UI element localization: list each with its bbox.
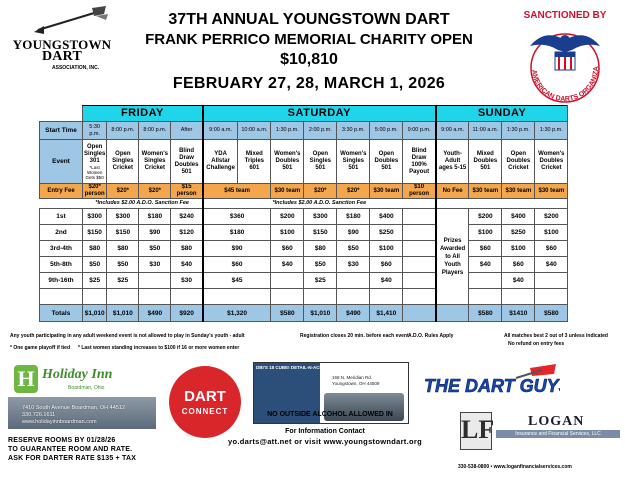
dart-guys-text: THE DART GUYS <box>424 376 560 396</box>
total-cell: $1,010 <box>83 305 107 322</box>
dbi-title: DBI'S 18 CUBE! DETAIL-N-ACCESSORIES & TRAILER REPAIR <box>256 365 389 370</box>
event-subtitle: FRANK PERRICO MEMORIAL CHARITY OPEN <box>145 31 473 48</box>
fee-cell: $20* person <box>83 184 107 199</box>
day-sunday: SUNDAY <box>436 106 568 122</box>
prize-cell <box>469 273 502 289</box>
totals-label: Totals <box>40 305 83 322</box>
time-cell: 1:30 p.m. <box>271 122 304 140</box>
prize-cell: $40 <box>502 273 535 289</box>
prize-cell: $50 <box>139 241 171 257</box>
ado-rules-note: A.D.O. Rules Apply <box>408 333 454 339</box>
prize-cell: $400 <box>370 209 403 225</box>
prize-cell: $150 <box>107 225 139 241</box>
prize-cell: $40 <box>370 273 403 289</box>
prize-row <box>40 209 568 225</box>
time-cell: 5:00 p.m. <box>370 122 403 140</box>
place-label: 3rd-4th <box>40 241 83 257</box>
place-label: 9th-16th <box>40 273 83 289</box>
tournament-schedule-table <box>39 105 568 322</box>
prize-cell: $100 <box>502 241 535 257</box>
fee-cell: $10 person <box>403 184 436 199</box>
event-cell: Open Doubles Cricket <box>502 140 535 184</box>
prize-cell: $40 <box>171 257 203 273</box>
fee-cell: $30 team <box>469 184 502 199</box>
prize-cell: $80 <box>304 241 337 257</box>
time-cell: 5:30 p.m. <box>83 122 107 140</box>
youth-prize-cell: Prizes Awarded to All Youth Players <box>436 209 469 305</box>
fee-cell: $20* <box>337 184 370 199</box>
prize-total: $10,810 <box>280 51 338 68</box>
time-cell: 3:30 p.m. <box>337 122 370 140</box>
prize-cell <box>337 273 370 289</box>
event-cell: Blind Draw Doubles 501 <box>171 140 203 184</box>
prize-cell: $30 <box>171 273 203 289</box>
prize-cell: $80 <box>107 241 139 257</box>
dbi-address <box>332 375 379 387</box>
total-cell: $1,320 <box>203 305 271 322</box>
logan-name: LOGAN <box>528 414 585 429</box>
prize-row <box>40 273 568 289</box>
event-cell: Women's Doubles Cricket <box>535 140 568 184</box>
prize-cell: $40 <box>271 257 304 273</box>
entry-fee-row <box>40 184 568 199</box>
info-contact-label: For Information Contact <box>285 428 365 435</box>
contact-details: yo.darts@att.net or visit www.youngstowndart.org <box>228 437 422 446</box>
entry-fee-label: Entry Fee <box>40 184 83 199</box>
prize-cell: $400 <box>502 209 535 225</box>
total-cell: $580 <box>271 305 304 322</box>
total-cell: $580 <box>535 305 568 322</box>
total-cell: $1,010 <box>107 305 139 322</box>
logan-contact: 330-538-0800 • www.loganfinancialservices.com <box>458 464 572 470</box>
fee-cell: No Fee <box>436 184 469 199</box>
logo-line-1: YOUNGSTOWN <box>12 37 112 52</box>
prize-cell: $250 <box>502 225 535 241</box>
time-cell: 2:00 p.m. <box>304 122 337 140</box>
reserve-rooms-text <box>8 436 136 463</box>
total-cell: $580 <box>469 305 502 322</box>
prize-cell: $90 <box>337 225 370 241</box>
sanctioned-by-label: SANCTIONED BY <box>523 10 607 21</box>
place-label: 1st <box>40 209 83 225</box>
holiday-inn-location: Boardman, Ohio <box>68 385 105 391</box>
event-title: 37TH ANNUAL YOUNGSTOWN DART <box>168 11 450 28</box>
event-cell: Women's Singles Cricket <box>139 140 171 184</box>
prize-cell: $60 <box>271 241 304 257</box>
dart-connect-word-1: DART <box>184 388 226 405</box>
fee-cell: $15 person <box>171 184 203 199</box>
prize-row <box>40 257 568 273</box>
event-cell: Mixed Triples 601 <box>238 140 271 184</box>
day-friday: FRIDAY <box>83 106 203 122</box>
best-of-note: All matches best 2 out of 3 unless indicated <box>504 333 608 339</box>
prize-cell: $300 <box>83 209 107 225</box>
sanction-note-saturday: *Includes $2.00 A.D.O. Sanction Fee <box>203 199 436 209</box>
event-cell: YDA Allstar Challenge <box>203 140 238 184</box>
dart-connect-word-2: CONNECT <box>181 407 229 416</box>
total-cell: $1410 <box>502 305 535 322</box>
registration-note: Registration closes 20 min. before each event <box>300 333 409 339</box>
logan-monogram-icon: LF <box>460 412 492 450</box>
fee-cell: $30 team <box>502 184 535 199</box>
prize-cell: $60 <box>502 257 535 273</box>
prize-cell <box>271 273 304 289</box>
event-name: Open Singles 301 <box>84 143 106 164</box>
youngstown-dart-logo <box>4 4 120 74</box>
reserve-line-3: ASK FOR DARTER RATE $135 + TAX <box>8 455 137 462</box>
total-cell: $490 <box>337 305 370 322</box>
fee-cell: $20* <box>304 184 337 199</box>
ado-ring-text: AMERICAN DARTS ORGANIZA <box>529 66 601 104</box>
time-cell: 9:00 p.m. <box>403 122 436 140</box>
fee-cell: $30 team <box>535 184 568 199</box>
event-note: *Last Women Gets $50 <box>85 164 104 180</box>
prize-cell: $200 <box>271 209 304 225</box>
playoff-note: * One game playoff if tied <box>10 345 71 351</box>
prize-cell: $360 <box>203 209 271 225</box>
event-cell: Blind Draw 100% Payout <box>403 140 436 184</box>
event-label: Event <box>40 140 83 184</box>
dart-guys-wordmark-icon <box>420 362 560 406</box>
total-cell: $920 <box>171 305 203 322</box>
prize-cell: $60 <box>203 257 271 273</box>
prize-cell: $80 <box>83 241 107 257</box>
prize-cell <box>535 273 568 289</box>
day-saturday: SATURDAY <box>203 106 436 122</box>
time-cell: 9:00 a.m. <box>203 122 238 140</box>
event-cell: Women's Doubles 501 <box>271 140 304 184</box>
no-alcohol-notice: NO OUTSIDE ALCOHOL ALLOWED IN <box>267 411 393 418</box>
event-cell: Women's Singles 501 <box>337 140 370 184</box>
fee-cell: $20* <box>139 184 171 199</box>
prize-cell: $50 <box>107 257 139 273</box>
place-label: 5th-8th <box>40 257 83 273</box>
fee-cell: $30 team <box>370 184 403 199</box>
holiday-inn-name: Holiday Inn <box>42 367 113 382</box>
prize-row <box>40 225 568 241</box>
prize-cell: $40 <box>535 257 568 273</box>
dbi-address-line-1: 168 N. Meridian Rd. <box>332 375 373 380</box>
dart-guys-logo <box>420 362 560 406</box>
spacer-row <box>40 289 568 305</box>
prize-cell: $120 <box>171 225 203 241</box>
prize-cell: $90 <box>203 241 271 257</box>
logo-line-2: DART <box>42 49 82 64</box>
prize-cell: $50 <box>337 241 370 257</box>
event-cell: Youth-Adult ages 5-15 <box>436 140 469 184</box>
totals-row <box>40 305 568 322</box>
event-cell: Open Singles Cricket <box>107 140 139 184</box>
time-cell: 1:30 p.m. <box>502 122 535 140</box>
no-refund-note: No refund on entry fees <box>508 341 565 347</box>
prize-cell: $180 <box>203 225 271 241</box>
prize-cell: $60 <box>370 257 403 273</box>
logo-subtitle: ASSOCIATION, INC. <box>52 65 100 71</box>
fee-cell: $30 team <box>271 184 304 199</box>
event-cell: Open Singles 501 <box>304 140 337 184</box>
ado-eagle-seal-icon <box>510 6 620 116</box>
total-cell: $1,410 <box>370 305 403 322</box>
prize-row <box>40 241 568 257</box>
prize-cell: $100 <box>271 225 304 241</box>
prize-cell: $180 <box>139 209 171 225</box>
prize-cell: $300 <box>304 209 337 225</box>
logan-subtitle: Insurance and Financial Services, LLC <box>496 430 620 438</box>
time-cell: 8:00 p.m. <box>139 122 171 140</box>
event-cell: Mixed Doubles 501 <box>469 140 502 184</box>
total-cell: $490 <box>139 305 171 322</box>
logan-insurance-ad <box>458 412 620 456</box>
ado-sanction-logo <box>510 6 620 116</box>
prize-cell: $100 <box>370 241 403 257</box>
prize-cell <box>139 273 171 289</box>
time-cell: 8:00 p.m. <box>107 122 139 140</box>
event-cell <box>83 140 107 184</box>
prize-cell: $240 <box>171 209 203 225</box>
reserve-line-1: RESERVE ROOMS BY 01/28/26 <box>8 437 116 444</box>
prize-cell: $200 <box>535 209 568 225</box>
prize-cell: $50 <box>83 257 107 273</box>
total-cell: $1,010 <box>304 305 337 322</box>
sanction-note-row <box>40 199 568 209</box>
start-time-label: Start Time <box>40 122 83 140</box>
prize-cell: $40 <box>469 257 502 273</box>
event-cell: Open Doubles 501 <box>370 140 403 184</box>
prize-cell: $100 <box>535 225 568 241</box>
prize-cell: $50 <box>304 257 337 273</box>
time-cell: 11:00 a.m. <box>469 122 502 140</box>
prize-cell: $80 <box>171 241 203 257</box>
prize-cell: $60 <box>469 241 502 257</box>
prize-cell: $25 <box>304 273 337 289</box>
prize-cell: $100 <box>469 225 502 241</box>
prize-cell: $60 <box>535 241 568 257</box>
prize-cell: $300 <box>107 209 139 225</box>
youth-rule-note: Any youth participating in any adult weekend event is not allowed to play in Sunday's youth - adult <box>10 333 245 339</box>
fee-cell: $45 team <box>203 184 271 199</box>
prize-cell: $90 <box>139 225 171 241</box>
prize-cell: $25 <box>83 273 107 289</box>
prize-cell: $45 <box>203 273 271 289</box>
prize-cell: $30 <box>139 257 171 273</box>
time-cell: After <box>171 122 203 140</box>
holiday-inn-contact <box>22 405 125 426</box>
holiday-inn-phone: 330.726.1611 <box>22 412 56 418</box>
reserve-line-2: TO GUARANTEE ROOM AND RATE. <box>8 446 133 453</box>
event-title-block <box>128 10 490 96</box>
event-dates: FEBRUARY 27, 28, MARCH 1, 2026 <box>172 75 446 92</box>
holiday-inn-address: 7410 South Avenue Boardman, OH 44512 <box>22 405 125 411</box>
dbi-address-line-2: Youngstown, OH 44509 <box>332 381 380 386</box>
time-cell: 9:00 a.m. <box>436 122 469 140</box>
event-row <box>40 140 568 184</box>
prize-cell: $150 <box>304 225 337 241</box>
sanction-note-friday: *Includes $2.00 A.D.O. Sanction Fee <box>83 199 203 209</box>
prize-cell: $25 <box>107 273 139 289</box>
start-time-row <box>40 122 568 140</box>
time-cell: 10:00 a.m. <box>238 122 271 140</box>
place-label: 2nd <box>40 225 83 241</box>
holiday-inn-website: www.holidayinnboardman.com <box>22 419 97 425</box>
prize-cell: $180 <box>337 209 370 225</box>
fee-cell: $20* <box>107 184 139 199</box>
prize-cell: $200 <box>469 209 502 225</box>
women-increase-note: * Last women standing increases to $100 if 16 or more women enter <box>78 345 240 351</box>
time-cell: 1:30 p.m. <box>535 122 568 140</box>
prize-cell: $30 <box>337 257 370 273</box>
prize-cell: $150 <box>83 225 107 241</box>
holiday-inn-ad: H Holiday Inn Boardman, Ohio 7410 South Avenue Boardman, OH 44512 330.726.1611 www.holidayinnboardman.com <box>8 361 156 429</box>
prize-cell: $250 <box>370 225 403 241</box>
day-header-row <box>40 106 568 122</box>
